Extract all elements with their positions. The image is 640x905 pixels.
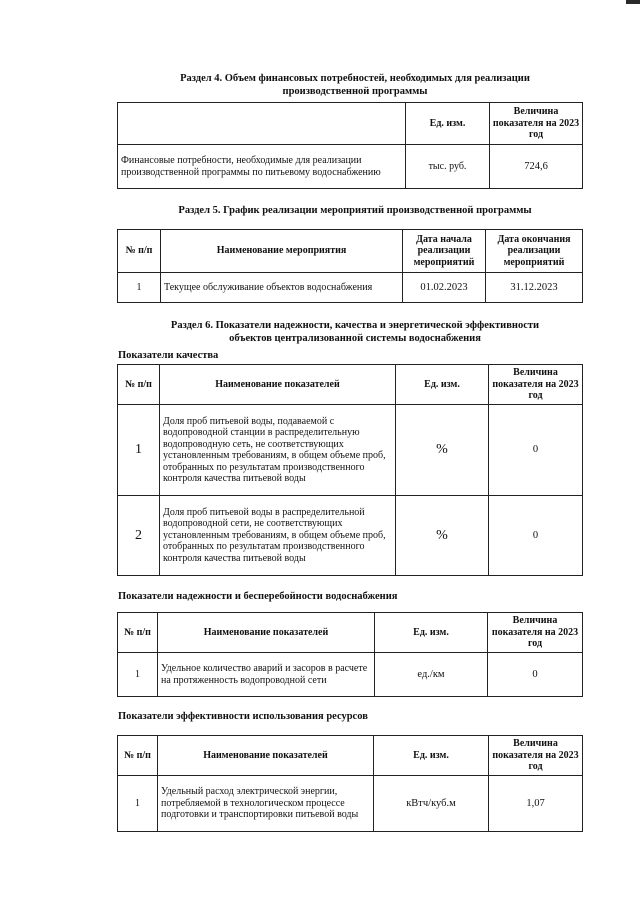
indicator-name: Доля проб питьевой воды, подаваемой с водопроводной станции в распределительную водопроводную сеть, не соответствующих установленным требованиям, в общем объеме проб, отобранных по результатам производственного контроля качества питьевой воды — [160, 405, 396, 496]
unit-cell: ед./км — [375, 653, 488, 697]
section6-title: Раздел 6. Показатели надежности, качества и энергетической эффективности объектов централизованной системы водоснабжения — [170, 320, 540, 344]
table-header-row — [118, 365, 583, 405]
header-cell: Ед. изм. — [375, 613, 488, 653]
table-row — [118, 653, 583, 697]
reliability-table — [117, 612, 583, 697]
header-cell: Величина показателя на 2023 год — [489, 736, 583, 776]
section5-title: Раздел 5. График реализации мероприятий производственной программы — [178, 205, 532, 216]
efficiency-subtitle: Показатели эффективности использования ресурсов — [118, 711, 368, 722]
scan-edge-mark — [626, 0, 640, 4]
header-cell: Величина показателя на 2023 год — [490, 103, 583, 145]
unit-cell: % — [396, 496, 489, 576]
section4-table — [117, 102, 583, 189]
section5-table — [117, 229, 583, 303]
header-cell: Наименование мероприятия — [161, 230, 403, 273]
value-cell: 0 — [488, 653, 583, 697]
header-cell: Наименование показателей — [158, 736, 374, 776]
header-cell: Величина показателя на 2023 год — [489, 365, 583, 405]
table-row — [118, 776, 583, 832]
header-cell: Ед. изм. — [396, 365, 489, 405]
header-cell: Дата окончания реализации мероприятий — [486, 230, 583, 273]
value-cell: 1,07 — [489, 776, 583, 832]
event-name: Текущее обслуживание объектов водоснабжения — [161, 273, 403, 303]
header-cell: Наименование показателей — [158, 613, 375, 653]
quality-table — [117, 364, 583, 576]
unit-cell: % — [396, 405, 489, 496]
unit-cell: кВтч/куб.м — [374, 776, 489, 832]
reliability-subtitle: Показатели надежности и бесперебойности водоснабжения — [118, 591, 398, 602]
indicator-name: Удельный расход электрической энергии, потребляемой в технологическом процессе подготовки и транспортировки питьевой воды — [158, 776, 374, 832]
row-number: 1 — [118, 405, 160, 496]
efficiency-table — [117, 735, 583, 832]
table-header-row — [118, 613, 583, 653]
table-row — [118, 273, 583, 303]
header-cell: Дата начала реализации мероприятий — [403, 230, 486, 273]
header-cell: № п/п — [118, 736, 158, 776]
table-header-row — [118, 230, 583, 273]
unit-cell: тыс. руб. — [406, 145, 490, 189]
value-cell: 0 — [489, 405, 583, 496]
table-row — [118, 496, 583, 576]
indicator-name: Доля проб питьевой воды в распределительной водопроводной сети, не соответствующих установленным требованиям, в общем объеме проб, отобранных по результатам производственного контроля качества питьевой воды — [160, 496, 396, 576]
value-cell: 724,6 — [490, 145, 583, 189]
header-cell: № п/п — [118, 230, 161, 273]
quality-subtitle: Показатели качества — [118, 350, 219, 361]
row-number: 2 — [118, 496, 160, 576]
start-date: 01.02.2023 — [403, 273, 486, 303]
header-cell: № п/п — [118, 365, 160, 405]
header-cell: № п/п — [118, 613, 158, 653]
value-cell: 0 — [489, 496, 583, 576]
header-cell: Ед. изм. — [406, 103, 490, 145]
row-number: 1 — [118, 776, 158, 832]
table-row — [118, 145, 583, 189]
table-row — [118, 405, 583, 496]
header-cell: Величина показателя на 2023 год — [488, 613, 583, 653]
header-cell — [118, 103, 406, 145]
indicator-name: Финансовые потребности, необходимые для реализации производственной программы по питьевому водоснабжению — [118, 145, 406, 189]
table-header-row — [118, 103, 583, 145]
header-cell: Ед. изм. — [374, 736, 489, 776]
indicator-name: Удельное количество аварий и засоров в расчете на протяженность водопроводной сети — [158, 653, 375, 697]
row-number: 1 — [118, 653, 158, 697]
header-cell: Наименование показателей — [160, 365, 396, 405]
section4-title: Раздел 4. Объем финансовых потребностей, необходимых для реализации производственной программы — [180, 73, 530, 97]
table-header-row — [118, 736, 583, 776]
end-date: 31.12.2023 — [486, 273, 583, 303]
row-number: 1 — [118, 273, 161, 303]
